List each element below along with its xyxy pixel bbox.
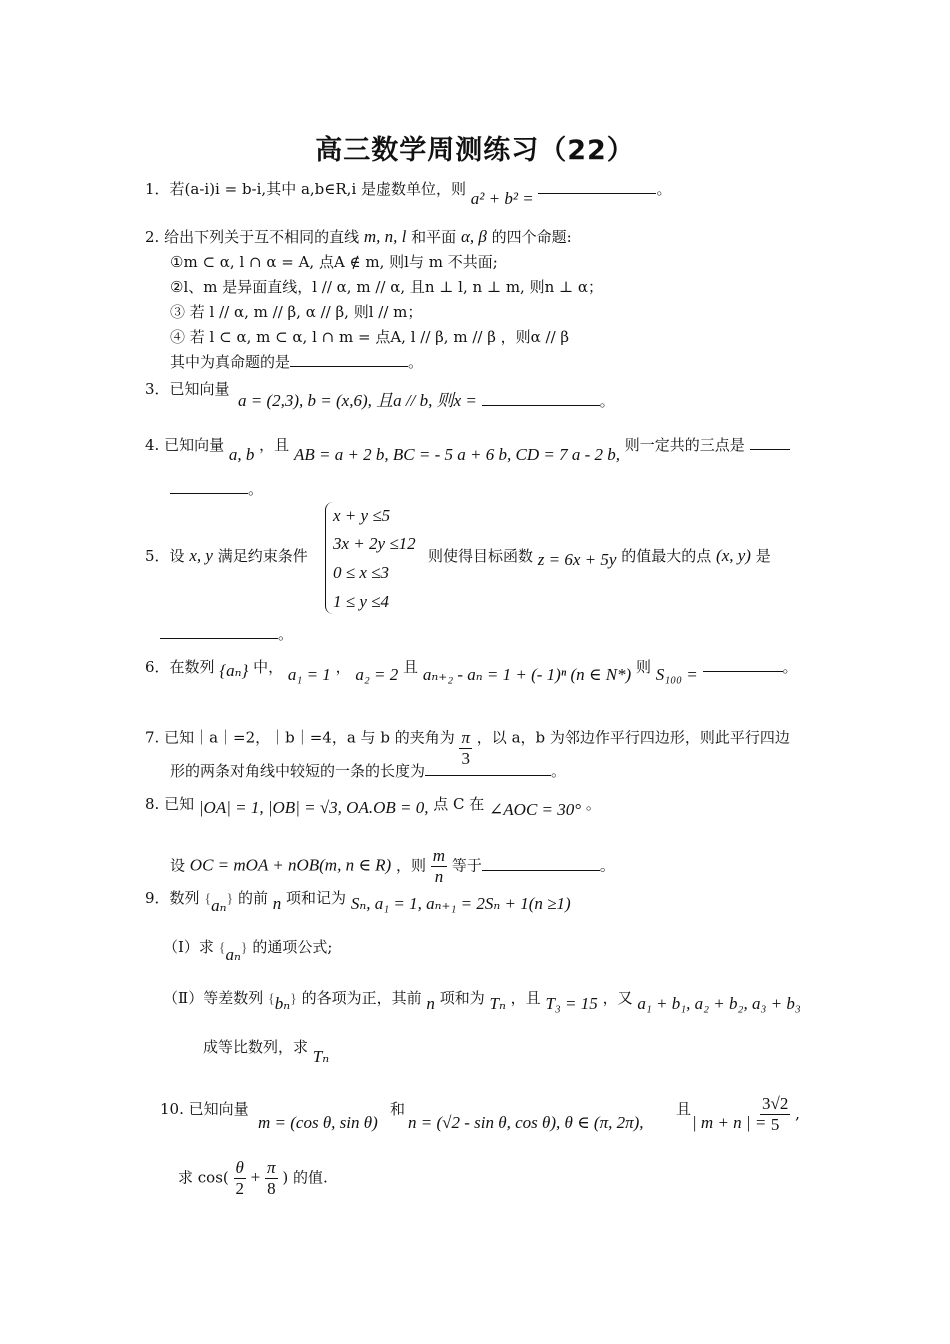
q6-and: 且 [403,658,419,676]
q8-frac-num: m [432,846,446,865]
q9-brace-left: { [204,892,212,907]
question-7 [145,718,790,768]
q9-brace-right: } [226,892,234,907]
q9-part-1 [163,936,333,964]
q5-constraint-2: 3x + 2y ≤12 [333,534,416,553]
q1-answer-blank[interactable] [538,179,656,194]
q10-comma: , [795,1104,800,1123]
q7-angle-den: 3 [461,749,470,768]
q9-l1b: 的前 [237,889,268,907]
q2-intro: 2. 给出下列关于互不相同的直线 [145,228,360,246]
q9-p1-brace-right: } [240,941,248,956]
q9-seq: aₙ [211,896,227,915]
q1-text: 1．若(a-i)i = b-i,其中 a,b∈R,i 是虚数单位，则 [145,180,467,198]
q9-p3: 成等比数列，求 [203,1038,309,1056]
q8-l2d: 等于 [451,856,482,875]
q5-cond: 满足约束条件 [217,547,308,565]
q4-mid: ，且 [259,436,290,454]
question-5-lead [145,545,308,567]
q6-a2: a₂ = 2 [355,665,399,684]
q6-text: 6．在数列 [145,658,215,676]
q3-text: 3．已知向量 [145,380,230,398]
q7-end: 。 [551,762,567,780]
q10-den: 5 [770,1115,780,1134]
q9-p2b: 的各项为正，其前 [301,989,422,1007]
q3-expr: a = (2,3), b = (x,6), 且a // b, 则x = [238,391,477,410]
q10-l2b: ) 的值. [282,1168,328,1187]
q3-answer-blank[interactable] [482,391,600,406]
q6-then: 则 [635,658,651,676]
q7-angle-num: π [461,728,471,747]
q10-l2a: 求 cos( [178,1168,229,1187]
q8-l1e: 。 [585,795,601,813]
q10-f2n: π [267,1158,276,1177]
q10-and: 和 [390,1100,406,1118]
q10-f1d: 2 [235,1179,244,1198]
q6-rec: aₙ₊₂ - aₙ = 1 + (- 1)ⁿ (n ∈ N*) [422,665,632,684]
q9-p2f: a₁ + b₁, a₂ + b₂, a₃ + b₃ [637,994,801,1013]
q6-a1: a₁ = 1 [287,665,331,684]
question-4 [145,434,790,464]
q4-text: 4. 已知向量 [145,436,225,454]
q5-constraint-1: x + y ≤5 [333,506,391,525]
q9-l1c: 项和记为 [286,889,347,907]
q2-lines: m, n, l [363,227,407,246]
q8-l2a: 设 [170,856,186,875]
q2-ask [170,351,423,373]
q2-ask-text: 其中为真命题的是 [170,353,291,371]
q8-l1a: 8. 已知 [145,795,195,813]
q6-end: 。 [782,658,798,676]
q5-tail2: 是 [755,547,771,565]
q7-answer-blank[interactable] [425,761,551,776]
q4-answer-blank-1[interactable] [750,435,790,450]
q1-expr: a² + b² = [470,189,534,208]
q5-constraint-4: 1 ≤ y ≤4 [333,592,389,611]
q10-frac-line [760,1094,800,1135]
q5-obj-text: 则使得目标函数 [428,547,534,565]
q2-proposition-3: ③ 若 l // α, m // β, α // β, 则l // m； [170,303,423,321]
q8-line-2 [170,846,615,887]
q9-p2-brace-right: } [290,992,297,1007]
question-1 [145,178,672,208]
q10-frac-2 [265,1158,278,1199]
question-8 [145,793,601,819]
q10-l1a: 10. 已知向量 [160,1100,249,1118]
q4-answer-blank-2[interactable] [170,479,248,494]
q6-mid: 中， [253,658,284,676]
q7-l1b: ，以 a，b 为邻边作平行四边形，则此平行四边 [476,728,790,747]
question-6 [145,656,798,684]
q10-cond-line [692,1112,766,1134]
q9-part-3 [203,1036,330,1066]
q1-end: 。 [656,180,672,198]
q5-tail: 的值最大的点 [621,547,712,565]
q8-l2b: OC = mOA + nOB(m, n ∈ R) [189,855,392,875]
q9-p2e: ，又 [602,989,633,1007]
q9-Tn: Tₙ [489,994,506,1013]
q4-end: 。 [248,480,264,498]
q4-tail: 则一定共的三点是 [624,436,745,454]
q3-expr-line [238,390,615,412]
q8-frac-den: n [434,867,444,886]
q5-vars: x, y [189,546,213,565]
q8-l2c: ，则 [396,856,427,875]
q9-p3-Tn: Tₙ [312,1047,330,1066]
q5-point: (x, y) [716,546,751,565]
q9-p1-brace-left: { [218,941,226,956]
q8-answer-blank[interactable] [482,856,600,871]
q9-p2-n: n [426,994,435,1013]
q8-fraction [431,846,447,887]
page-title: 高三数学周测练习（22） [315,135,635,166]
q5-end: 。 [278,625,294,643]
q2-planes: α, β [460,227,487,246]
q9-bseq: bₙ [274,994,291,1013]
q6-ask: S₁₀₀ = [655,665,698,684]
q2-proposition-1: ①m ⊂ α, l ∩ α = A, 点A ∉ m, 则l与 m 不共面; [170,253,498,271]
q6-seq: {aₙ} [219,661,249,680]
question-10 [160,1098,249,1120]
q5-answer-line [160,623,293,645]
question-2-intro [145,226,572,248]
q7-line-2 [170,760,566,782]
q9-l1d: Sₙ, a₁ = 1, aₙ₊₁ = 2Sₙ + 1(n ≥1) [350,894,571,913]
q3-end: 。 [599,392,615,410]
q10-line-2 [178,1158,328,1199]
q7-l2: 形的两条对角线中较短的一条的长度为 [170,762,426,780]
q8-l1b: |OA| = 1, |OB| = √3, OA.OB = 0, [198,798,429,817]
q2-tail: 的四个命题: [491,228,572,246]
q2-proposition-4: ④ 若 l ⊂ α, m ⊂ α, l ∩ m = 点A, l // β, m // β ，则α // β [170,328,570,346]
q6-sep: ， [335,658,351,676]
question-9 [145,887,571,915]
q5-obj: z = 6x + 5y [537,550,617,569]
q9-l1a: 9．数列 [145,889,200,907]
q2-end: 。 [408,353,424,371]
q5-constraint-3: 0 ≤ x ≤3 [333,563,389,582]
q10-frac-1 [234,1158,246,1199]
q8-end: 。 [599,856,615,875]
question-5-objective [428,545,771,567]
q4-expr2: AB = a + 2 b, BC = - 5 a + 6 b, CD = 7 a - 2 b, [293,445,620,464]
q2-answer-blank[interactable] [290,352,408,367]
q9-p2a: （Ⅱ）等差数列 [163,989,264,1007]
q10-f2d: 8 [267,1179,276,1198]
q7-l1: 7. 已知｜a｜=2，｜b｜=4，a 与 b 的夹角为 [145,728,455,747]
q5-text: 5．设 [145,547,185,565]
q8-l1d: ∠AOC = 30° [489,800,582,819]
q6-answer-blank[interactable] [703,657,783,672]
q9-p1a: （Ⅰ）求 [163,938,214,956]
q10-plus: + [250,1167,261,1187]
q9-T3: T₃ = 15 [545,994,598,1013]
q10-num: 3√2 [762,1094,789,1113]
q9-n: n [272,894,282,913]
q4-line-2 [170,478,263,500]
question-3 [145,378,230,400]
q2-plane-text: 和平面 [411,228,457,246]
q10-f1n: θ [235,1158,244,1177]
q2-proposition-2: ②l、m 是异面直线，l // α, m // α, 且n ⊥ l, n ⊥ m, 则n ⊥ α； [170,278,604,296]
q10-cond: | m + n | = [692,1113,767,1132]
q5-answer-blank[interactable] [160,624,278,639]
q10-n-line [408,1112,644,1134]
q10-vectors [258,1112,378,1134]
q4-expr1: a, b [228,445,255,464]
q9-part-2 [163,987,801,1011]
q10-qie: 且 [676,1100,692,1118]
q8-l1c: 点 C 在 [433,795,485,813]
q9-p2d: ，且 [510,989,541,1007]
q10-fraction [760,1094,790,1135]
q9-p1b: 的通项公式; [252,938,333,956]
q9-p2-brace-left: { [267,992,275,1007]
q10-m: m = (cos θ, sin θ) [258,1113,378,1132]
q10-n: n = (√2 - sin θ, cos θ), θ ∈ (π, 2π), [408,1113,644,1132]
q9-p2c: 项和为 [439,989,485,1007]
q9-p1-seq: aₙ [225,945,241,964]
